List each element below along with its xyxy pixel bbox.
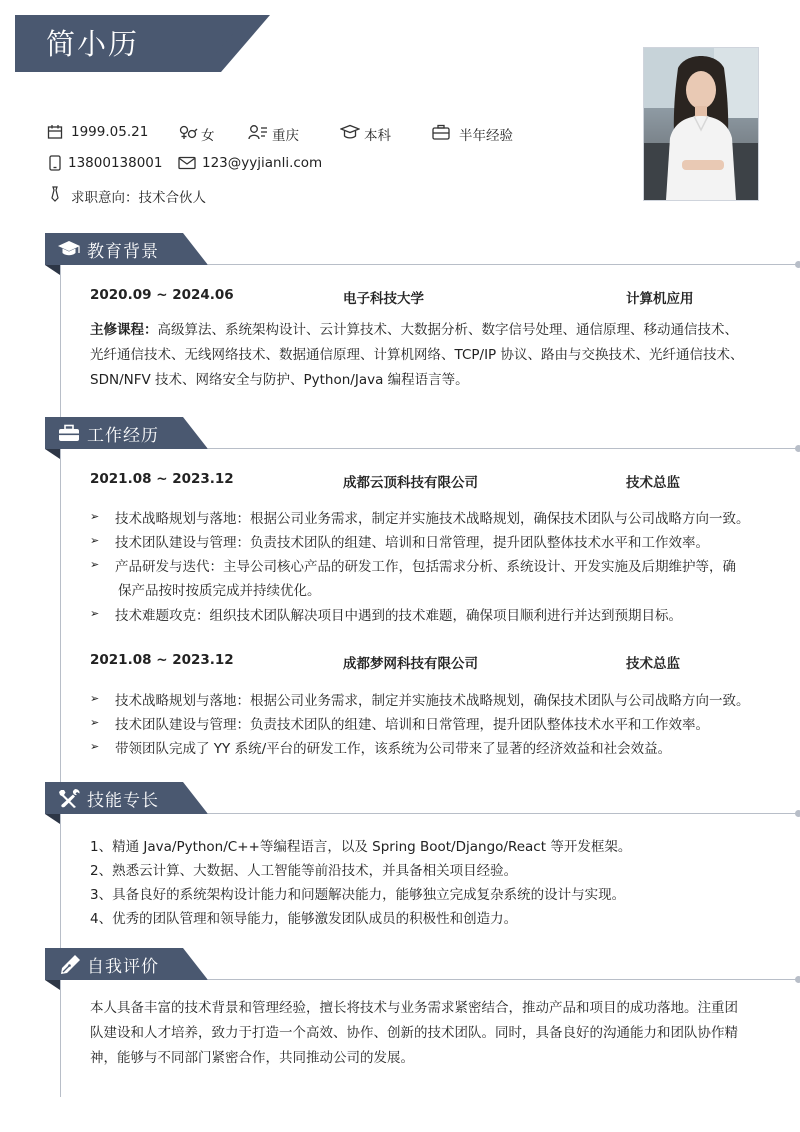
skill-item: 4、优秀的团队管理和领导能力，能够激发团队成员的积极性和创造力。 [90,911,518,927]
gender: 女 [201,128,215,144]
bullet-arrow-icon: ➢ [90,510,100,523]
section-notch [45,814,60,824]
section-rule-dot [795,810,800,817]
section-rule [208,448,798,449]
job-role: 技术总监 [626,656,680,672]
skill-item: 2、熟悉云计算、大数据、人工智能等前沿技术，并具备相关项目经验。 [90,863,518,879]
bullet-arrow-icon: ➢ [90,558,100,571]
job-bullet: 技术战略规划与落地：根据公司业务需求，制定并实施技术战略规划，确保技术团队与公司战略方向一致。 [115,511,750,527]
self-evaluation-line: 队建设和人才培养，致力于打造一个高效、协作、创新的技术团队。同时，具备良好的沟通能力和团队协作精 [90,1025,738,1041]
bullet-arrow-icon: ➢ [90,716,100,729]
job-bullet: 技术难题攻克：组织技术团队解决项目中遇到的技术难题，确保项目顺利进行并达到预期目标。 [115,608,682,624]
phone-icon [47,155,63,171]
email-address: 123@yyjianli.com [202,155,323,171]
job-period: 2021.08 ~ 2023.12 [90,471,234,487]
courses-text-3: SDN/NFV 技术、网络安全与防护、Python/Java 编程语言等。 [90,372,469,388]
section-title: 自我评价 [87,957,159,977]
pen-icon [57,954,81,974]
education-period: 2020.09 ~ 2024.06 [90,287,234,303]
section-title: 技能专长 [87,791,159,811]
self-evaluation-line: 本人具备丰富的技术背景和管理经验，擅长将技术与业务需求紧密结合，推动产品和项目的成功落地。注重团 [90,1000,738,1016]
graduation-cap-icon [57,239,81,259]
job-period: 2021.08 ~ 2023.12 [90,652,234,668]
section-rule-dot [795,445,800,452]
section-rule-dot [795,261,800,268]
bullet-arrow-icon: ➢ [90,692,100,705]
job-bullet-continued: 保产品按时按质完成并持续优化。 [118,583,321,599]
phone-number: 13800138001 [68,155,163,171]
section-rule [208,264,798,265]
experience: 半年经验 [459,128,513,144]
education-school: 电子科技大学 [343,291,424,307]
skill-item: 1、精通 Java/Python/C++等编程语言，以及 Spring Boot/Django/React 等开发框架。 [90,839,632,855]
bullet-arrow-icon: ➢ [90,534,100,547]
job-bullet: 技术战略规划与落地：根据公司业务需求，制定并实施技术战略规划，确保技术团队与公司战略方向一致。 [115,693,750,709]
section-education [45,233,800,265]
city: 重庆 [272,128,299,144]
section-notch [45,449,60,459]
section-rule [208,979,798,980]
education-courses [90,318,770,393]
section-work [45,417,800,449]
gender-icon [178,124,198,140]
bullet-arrow-icon: ➢ [90,607,100,620]
section-notch [45,265,60,275]
candidate-name: 简小历 [46,27,140,61]
skill-item: 3、具备良好的系统架构设计能力和问题解决能力，能够独立完成复杂系统的设计与实现。 [90,887,626,903]
mail-icon [178,155,196,171]
job-company: 成都梦网科技有限公司 [343,656,478,672]
profile-photo [643,47,759,201]
tie-icon [47,186,63,202]
courses-text-2: 光纤通信技术、无线网络技术、数据通信原理、计算机网络、TCP/IP 协议、路由与交换技术、光纤通信技术、 [90,347,744,363]
briefcase-icon [432,124,450,140]
job-bullet: 产品研发与迭代：主导公司核心产品的研发工作，包括需求分析、系统设计、开发实施及后期维护等，确 [115,559,736,575]
toolbox-icon [57,423,81,443]
calendar-icon [47,124,63,140]
user-location-icon [248,124,268,140]
job-role: 技术总监 [626,475,680,491]
section-title: 工作经历 [87,426,159,446]
self-evaluation-line: 神，能够与不同部门紧密合作，共同推动公司的发展。 [90,1050,414,1066]
birth-date: 1999.05.21 [71,124,149,140]
self-evaluation-text [90,996,770,1071]
job-company: 成都云顶科技有限公司 [343,475,478,491]
degree: 本科 [364,128,391,144]
courses-text-1: 高级算法、系统架构设计、云计算技术、大数据分析、数字信号处理、通信原理、移动通信技术、 [157,322,738,338]
job-bullet: 技术团队建设与管理：负责技术团队的组建、培训和日常管理，提升团队整体技术水平和工作效率。 [115,717,709,733]
section-title: 教育背景 [87,242,159,262]
section-skills [45,782,800,814]
bullet-arrow-icon: ➢ [90,740,100,753]
section-notch [45,980,60,990]
tools-icon [57,788,81,808]
courses-label: 主修课程： [90,322,158,338]
section-rule [208,813,798,814]
job-intent: 求职意向：技术合伙人 [71,190,206,206]
job-bullet: 技术团队建设与管理：负责技术团队的组建、培训和日常管理，提升团队整体技术水平和工作效率。 [115,535,709,551]
section-self-evaluation [45,948,800,980]
graduation-cap-icon [340,124,360,140]
section-rule-dot [795,976,800,983]
job-bullet: 带领团队完成了 YY 系统/平台的研发工作，该系统为公司带来了显著的经济效益和社会效益。 [115,741,672,757]
education-major: 计算机应用 [626,291,694,307]
